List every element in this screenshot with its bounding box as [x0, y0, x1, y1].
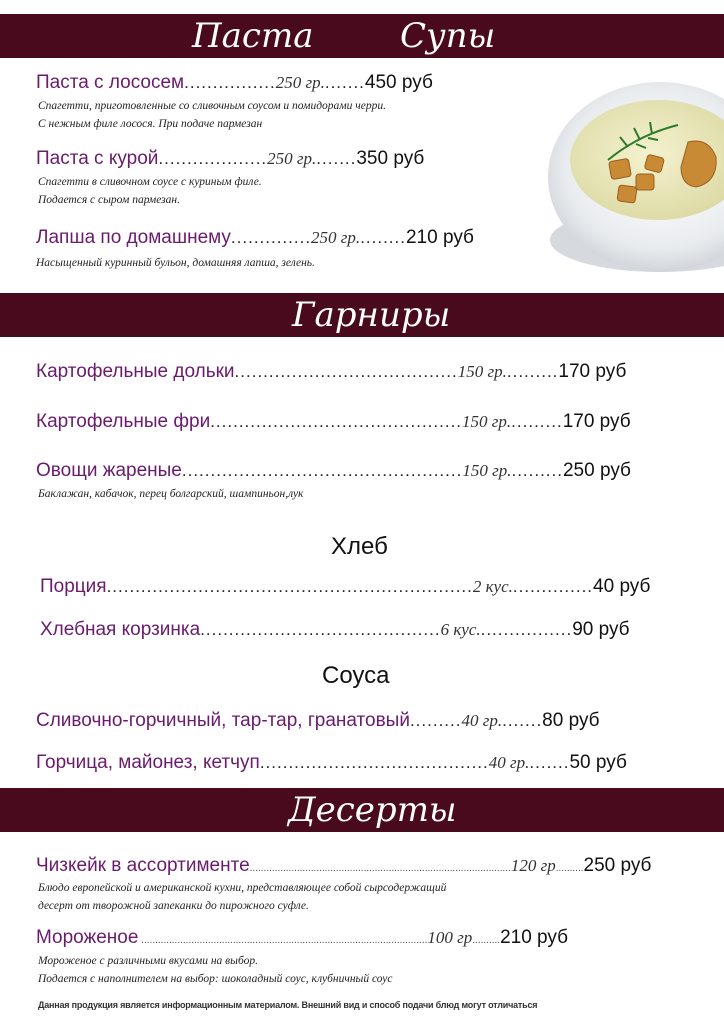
- item-weight: 6 кус.: [440, 620, 481, 639]
- menu-item-fried-vegetables: [36, 460, 631, 482]
- item-weight: 150 гр.: [462, 461, 512, 480]
- item-dots: ..........: [472, 935, 501, 946]
- item-dots: ..............: [512, 577, 594, 596]
- description-line: Мороженое с различными вкусами на выбор.: [38, 955, 258, 967]
- menu-item-bread-basket: [40, 619, 630, 641]
- item-name: Паста с курой: [36, 148, 159, 169]
- menu-item-pasta-salmon: [36, 72, 433, 94]
- item-name: Картофельные дольки: [36, 361, 235, 382]
- item-weight: 120 гр: [510, 856, 556, 875]
- item-dots: ...................: [158, 149, 268, 168]
- item-name: Мороженое: [36, 927, 139, 948]
- item-dots: ..............: [230, 228, 312, 247]
- subsection-title-bread: Хлеб: [331, 533, 388, 560]
- description-line: Подается с наполнителем на выбор: шоколадный соус, клубничный соус: [38, 973, 393, 985]
- item-dots: .......: [529, 753, 570, 772]
- description-line: Спагетти в сливочном соусе с куриным филе.: [38, 176, 262, 188]
- item-price: 40 руб: [593, 576, 651, 597]
- item-dots: ..........................................: [200, 620, 441, 639]
- item-price: 250 руб: [583, 855, 652, 876]
- menu-item-french-fries: [36, 411, 631, 433]
- item-name: Лапша по домашнему: [36, 227, 231, 248]
- description-line: С нежным филе лосося. При подаче пармезан: [38, 118, 263, 130]
- item-description: [36, 254, 315, 272]
- item-weight: 250 гр.: [275, 73, 325, 92]
- item-description: [38, 952, 393, 988]
- item-price: 50 руб: [569, 752, 627, 773]
- item-description: [38, 97, 386, 133]
- soup-bowl-image: [548, 72, 724, 277]
- item-name: Хлебная корзинка: [40, 619, 201, 640]
- item-dots: .......: [316, 149, 357, 168]
- section-title-desserts: Десерты: [288, 790, 457, 830]
- subsection-title-sauces: Соуса: [322, 662, 390, 689]
- item-weight: 150 гр.: [457, 362, 507, 381]
- description-line: десерт от творожной запеканки до пирожного суфле.: [38, 900, 309, 912]
- item-name: Паста с лососем: [36, 72, 185, 93]
- item-dots: ............................................: [210, 412, 463, 431]
- item-dots: .......: [502, 711, 543, 730]
- item-dots: ........................................: [259, 753, 489, 772]
- item-weight: 100 гр: [427, 928, 473, 947]
- menu-item-sauce-mustard-mayo-ketchup: [36, 752, 627, 774]
- menu-item-bread-portion: [40, 576, 650, 598]
- item-weight: 2 кус.: [472, 577, 513, 596]
- menu-item-pasta-chicken: [36, 148, 424, 170]
- footer-disclaimer: Данная продукция является информационным материалом. Внешний вид и способ подачи блюд могут отличаться: [38, 1000, 538, 1010]
- item-dots: .........: [511, 412, 563, 431]
- item-price: 450 руб: [364, 72, 433, 93]
- item-description: [38, 879, 446, 915]
- item-price: 80 руб: [542, 710, 600, 731]
- item-dots: .........: [506, 362, 559, 381]
- item-weight: 150 гр.: [462, 412, 512, 431]
- item-description: [38, 485, 303, 503]
- menu-item-cheesecake: [36, 855, 651, 877]
- item-weight: 40 гр.: [488, 753, 530, 772]
- item-name: Картофельные фри: [36, 411, 211, 432]
- section-title-garnish: Гарниры: [292, 295, 451, 335]
- item-dots: .........: [409, 711, 462, 730]
- item-name: Овощи жареные: [36, 460, 182, 481]
- item-dots: .......: [324, 73, 365, 92]
- description-line: Баклажан, кабачок, перец болгарский, шампиньон,лук: [38, 488, 304, 500]
- item-dots: .........: [511, 461, 563, 480]
- item-price: 170 руб: [562, 411, 631, 432]
- section-title-soups: Супы: [400, 16, 496, 56]
- item-dots: ................: [184, 73, 276, 92]
- header-garnish: [0, 293, 724, 337]
- item-description: [38, 173, 262, 209]
- item-dots: ..........: [555, 863, 584, 874]
- item-price: 90 руб: [572, 619, 630, 640]
- item-weight: 250 гр.: [311, 228, 361, 247]
- item-name: Чизкейк в ассортименте: [36, 855, 250, 876]
- item-weight: 250 гр.: [267, 149, 317, 168]
- item-dots: ........: [360, 228, 406, 247]
- menu-item-ice-cream: [36, 927, 568, 949]
- item-name: Сливочно-горчичный, тар-тар, гранатовый: [36, 710, 410, 731]
- description-line: Спагетти, приготовленные со сливочным соусом и помидорами черри.: [38, 100, 386, 112]
- item-price: 250 руб: [562, 460, 631, 481]
- item-dots: ................: [480, 620, 573, 639]
- item-dots: .......................................................................................................: [138, 935, 428, 946]
- item-price: 350 руб: [356, 148, 425, 169]
- item-name: Порция: [40, 576, 107, 597]
- item-price: 210 руб: [500, 927, 569, 948]
- item-dots: ..............................................................................................: [249, 863, 511, 874]
- item-weight: 40 гр.: [461, 711, 503, 730]
- item-dots: .................................................: [181, 461, 463, 480]
- section-title-pasta: Паста: [192, 16, 314, 56]
- item-price: 210 руб: [405, 227, 474, 248]
- header-desserts: [0, 788, 724, 832]
- description-line: Блюдо европейской и американской кухни, представляющее собой сырсодержащий: [38, 882, 447, 894]
- item-price: 170 руб: [558, 361, 627, 382]
- menu-item-sauce-creamy-mustard: [36, 710, 600, 732]
- item-name: Горчица, майонез, кетчуп: [36, 752, 260, 773]
- item-dots: ................................................................: [106, 577, 473, 596]
- item-dots: .......................................: [234, 362, 458, 381]
- menu-item-homemade-noodles: [36, 227, 474, 249]
- description-line: Подается с сыром пармезан.: [38, 194, 180, 206]
- menu-item-potato-wedges: [36, 361, 626, 383]
- description-line: Насыщенный куринный бульон, домашняя лапша, зелень.: [36, 257, 315, 269]
- header-pasta-soups: [0, 14, 724, 58]
